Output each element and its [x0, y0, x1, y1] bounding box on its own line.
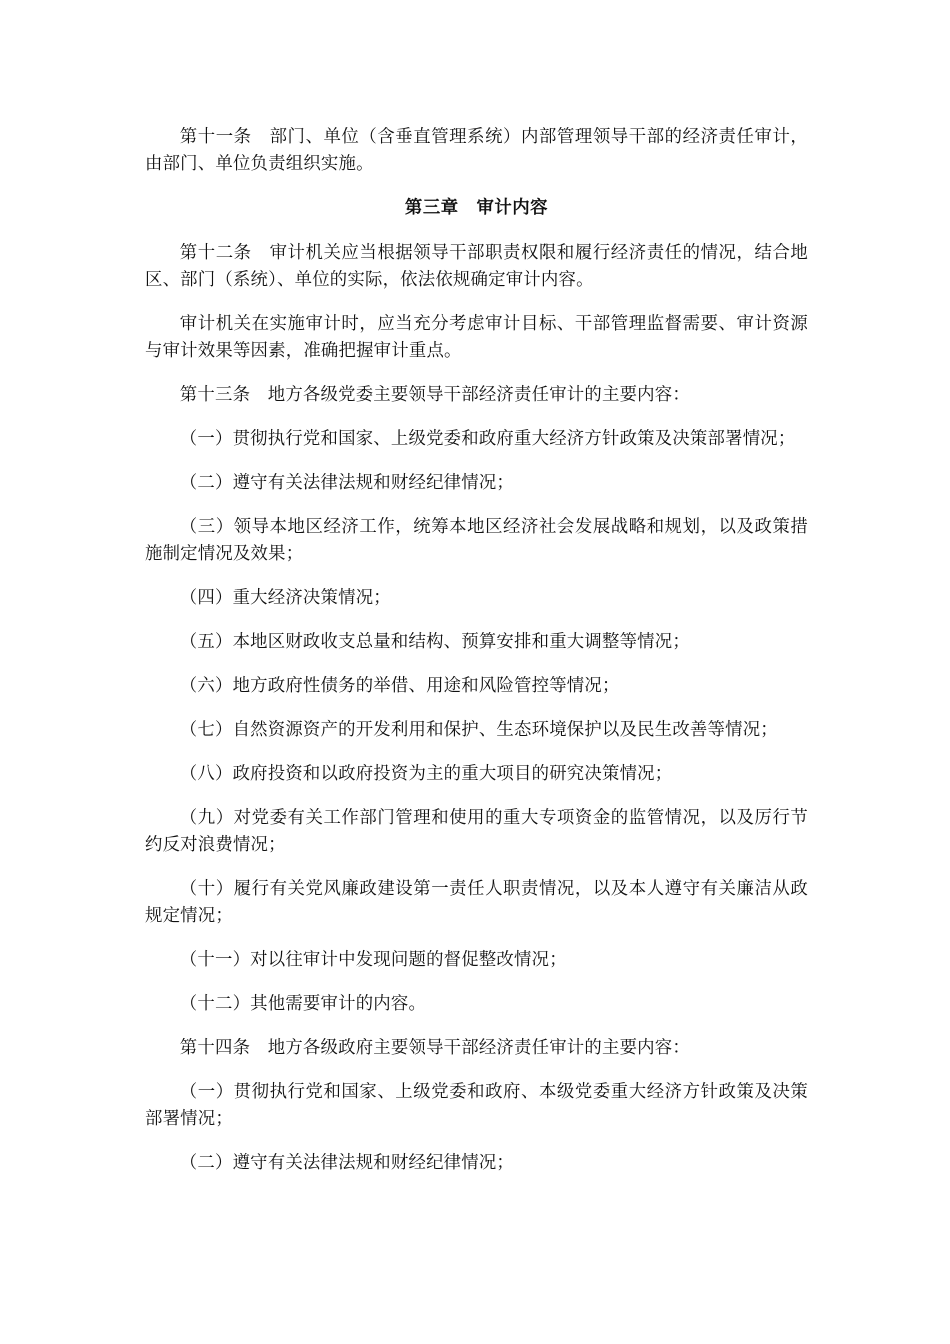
list-item: （十）履行有关党风廉政建设第一责任人职责情况，以及本人遵守有关廉洁从政规定情况；: [145, 879, 808, 926]
list-item: （十二）其他需要审计的内容。: [179, 994, 427, 1014]
list-item: （六）地方政府性债务的举借、用途和风险管控等情况；: [179, 676, 620, 696]
list-item: （九）对党委有关工作部门管理和使用的重大专项资金的监管情况，以及厉行节约反对浪费情况；: [145, 808, 808, 855]
list-item: （五）本地区财政收支总量和结构、预算安排和重大调整等情况；: [179, 632, 690, 652]
article-13-paragraph: 第十三条 地方各级党委主要领导干部经济责任审计的主要内容：: [179, 385, 690, 405]
article-12-paragraph: 第十二条 审计机关应当根据领导干部职责权限和履行经济责任的情况，结合地区、部门（系统）、单位的实际，依法依规确定审计内容。: [145, 243, 808, 290]
audit-focus-paragraph: 审计机关在实施审计时，应当充分考虑审计目标、干部管理监督需要、审计资源与审计效果等因素，准确把握审计重点。: [145, 314, 808, 361]
document-page: [145, 124, 808, 1194]
article-14-paragraph: 第十四条 地方各级政府主要领导干部经济责任审计的主要内容：: [179, 1038, 690, 1058]
list-item: （七）自然资源资产的开发利用和保护、生态环境保护以及民生改善等情况；: [179, 720, 778, 740]
list-item: （二）遵守有关法律法规和财经纪律情况；: [179, 473, 515, 493]
list-item: （四）重大经济决策情况；: [179, 588, 391, 608]
list-item: （三）领导本地区经济工作，统筹本地区经济社会发展战略和规划，以及政策措施制定情况及效果；: [145, 517, 808, 564]
list-item: （一）贯彻执行党和国家、上级党委和政府重大经济方针政策及决策部署情况；: [179, 429, 796, 449]
list-item: （十一）对以往审计中发现问题的督促整改情况；: [179, 950, 567, 970]
article-11-paragraph: 第十一条 部门、单位（含垂直管理系统）内部管理领导干部的经济责任审计，由部门、单位负责组织实施。: [145, 127, 808, 174]
list-item: （一）贯彻执行党和国家、上级党委和政府、本级党委重大经济方针政策及决策部署情况；: [145, 1082, 808, 1129]
chapter-heading: 第三章 审计内容: [404, 198, 549, 218]
list-item: （二）遵守有关法律法规和财经纪律情况；: [179, 1153, 515, 1173]
list-item: （八）政府投资和以政府投资为主的重大项目的研究决策情况；: [179, 764, 673, 784]
